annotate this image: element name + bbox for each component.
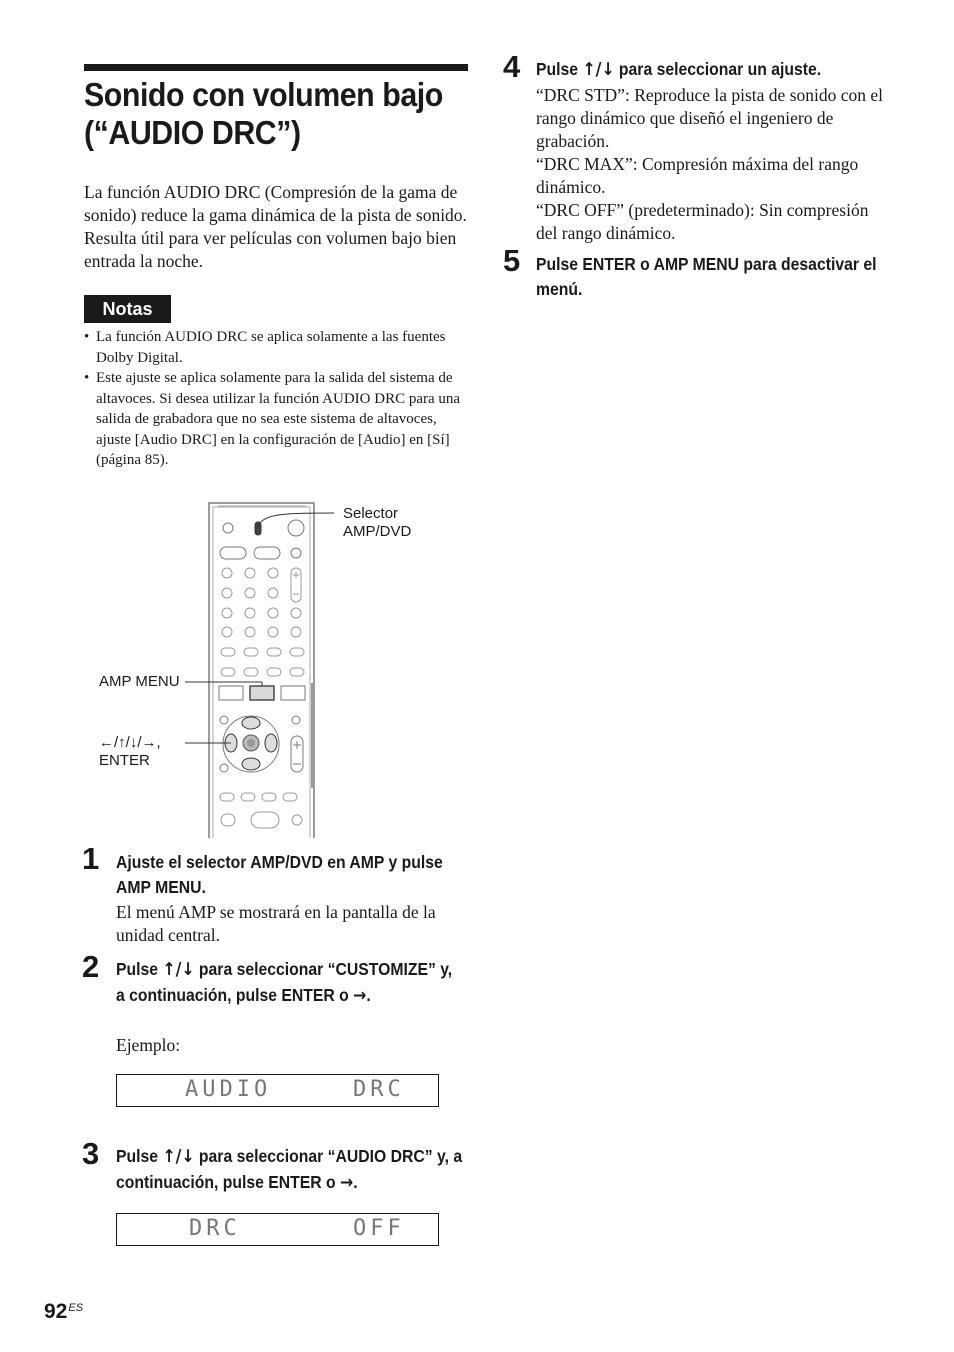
title-rule xyxy=(84,64,468,71)
option-drc-max: “DRC MAX”: Compresión máxima del rango dinámico. xyxy=(536,154,859,197)
display-left-text: AUDIO xyxy=(185,1077,272,1102)
right-arrow-icon: → xyxy=(340,1173,354,1193)
display-panel xyxy=(116,1074,439,1107)
step-number: 4 xyxy=(503,49,521,84)
step-number: 3 xyxy=(82,1136,100,1171)
intro-paragraph: La función AUDIO DRC (Compresión de la gama de sonido) reduce la gama dinámica de la pista de sonido. Resulta útil para ver películas con volumen bajo bien entrada la noche. xyxy=(84,182,467,271)
arrows-label: ←/↑/↓/→, xyxy=(99,734,161,751)
up-down-arrows-icon: ↑/↓ xyxy=(162,960,195,980)
step-body: El menú AMP se mostrará en la pantalla de la unidad central. xyxy=(116,902,436,945)
notes-list xyxy=(84,327,474,471)
step-heading: Pulse ENTER o AMP MENU para desactivar el menú. xyxy=(536,254,877,299)
step-options xyxy=(536,84,891,245)
up-down-arrows-icon: ↑/↓ xyxy=(582,60,615,80)
notes-badge: Notas xyxy=(84,295,171,323)
step-body: Ejemplo: xyxy=(116,1035,181,1055)
remote-control-icon xyxy=(84,498,334,838)
step-number: 1 xyxy=(82,841,100,876)
step-heading: Pulse ↑/↓ para seleccionar “AUDIO DRC” y, a continuación, pulse ENTER o →. xyxy=(116,1146,463,1193)
display-left-text: DRC xyxy=(189,1216,241,1241)
option-drc-std: “DRC STD”: Reproduce la pista de sonido con el rango dinámico que diseñó el ingeniero de grabación. xyxy=(536,85,884,151)
display-right-text: DRC xyxy=(353,1077,405,1102)
display-panel xyxy=(116,1213,439,1246)
enter-label: ENTER xyxy=(99,752,150,769)
up-down-arrows-icon: ↑/↓ xyxy=(162,1147,195,1167)
amp-menu-label: AMP MENU xyxy=(99,673,180,690)
step-heading: Pulse ↑/↓ para seleccionar un ajuste. xyxy=(536,59,822,80)
display-right-text: OFF xyxy=(353,1216,405,1241)
note-item: • La función AUDIO DRC se aplica solamente a las fuentes Dolby Digital. xyxy=(84,327,474,368)
selector-label: Selector AMP/DVD xyxy=(343,505,412,540)
step-heading: Ajuste el selector AMP/DVD en AMP y pulse AMP MENU. xyxy=(116,852,443,897)
step-number: 5 xyxy=(503,243,521,278)
right-arrow-icon: → xyxy=(353,986,367,1006)
note-item: • Este ajuste se aplica solamente para la salida del sistema de altavoces. Si desea utilizar la función AUDIO DRC para una salida de grabadora que no sea este sistema de altavoces, ajuste [Audio DRC] en la configuración de [Audio] en [Sí] (página 85). xyxy=(84,368,474,471)
page-title: Sonido con volumen bajo (“AUDIO DRC”) xyxy=(84,76,443,151)
page-number: $92^{ES}$ xyxy=(44,1300,84,1323)
step-heading: Pulse ↑/↓ para seleccionar “CUSTOMIZE” y, a continuación, pulse ENTER o →. xyxy=(116,959,453,1006)
option-drc-off: “DRC OFF” (predeterminado): Sin compresión del rango dinámico. xyxy=(536,200,869,243)
step-number: 2 xyxy=(82,949,100,984)
